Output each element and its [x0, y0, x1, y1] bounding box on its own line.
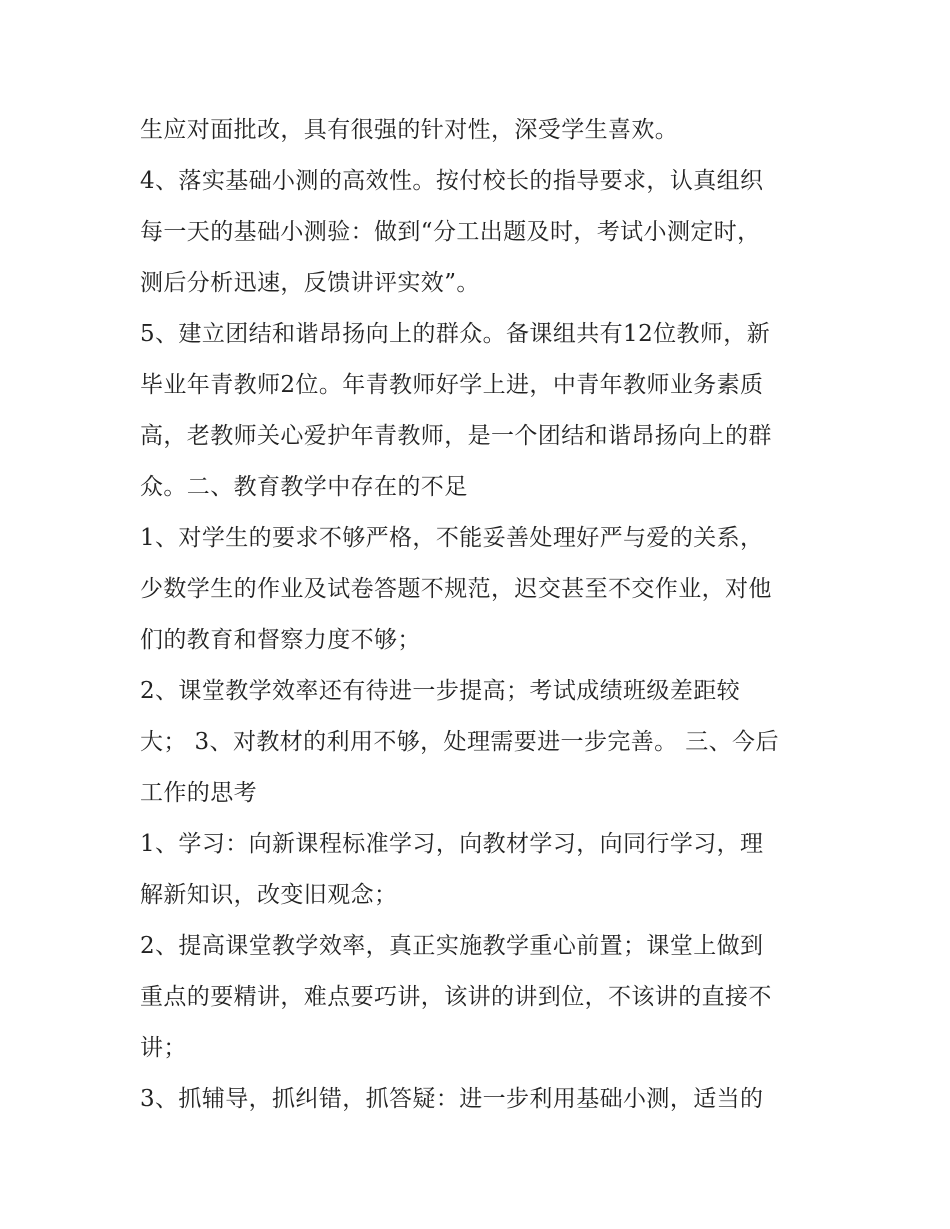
text-line-7: 高，老教师关心爱护年青教师，是一个团结和谐昂扬向上的群 — [140, 423, 772, 449]
text-line-14: 工作的思考 — [140, 780, 257, 806]
text-line-10: 少数学生的作业及试卷答题不规范，迟交甚至不交作业，对他 — [140, 576, 772, 602]
text-line-13: 大； 3、对教材的利用不够，处理需要进一步完善。 三、今后 — [140, 729, 779, 755]
text-line-17: 2、提高课堂教学效率，真正实施教学重心前置；课堂上做到 — [140, 933, 764, 959]
text-line-9: 1、对学生的要求不够严格，不能妥善处理好严与爱的关系， — [140, 525, 764, 551]
text-line-15: 1、学习：向新课程标准学习，向教材学习，向同行学习，理 — [140, 831, 764, 857]
text-line-4: 测后分析迅速，反馈讲评实效”。 — [140, 270, 480, 296]
document-body — [140, 105, 830, 1125]
text-line-1: 生应对面批改，具有很强的针对性，深受学生喜欢。 — [140, 117, 679, 143]
text-line-6: 毕业年青教师2位。年青教师好学上进，中青年教师业务素质 — [140, 372, 764, 398]
text-line-20: 3、抓辅导，抓纠错，抓答疑：进一步利用基础小测，适当的 — [140, 1086, 764, 1112]
text-line-18: 重点的要精讲，难点要巧讲，该讲的讲到位，不该讲的直接不 — [140, 984, 772, 1010]
text-line-3: 每一天的基础小测验：做到“分工出题及时，考试小测定时， — [140, 219, 761, 245]
text-line-2: 4、落实基础小测的高效性。按付校长的指导要求，认真组织 — [140, 168, 764, 194]
text-line-8: 众。二、教育教学中存在的不足 — [140, 474, 468, 500]
text-line-19: 讲； — [140, 1035, 187, 1061]
text-line-12: 2、课堂教学效率还有待进一步提高；考试成绩班级差距较 — [140, 678, 741, 704]
text-line-5: 5、建立团结和谐昂扬向上的群众。备课组共有12位教师，新 — [140, 321, 771, 347]
text-line-11: 们的教育和督察力度不够； — [140, 627, 421, 653]
text-line-16: 解新知识，改变旧观念； — [140, 882, 398, 908]
